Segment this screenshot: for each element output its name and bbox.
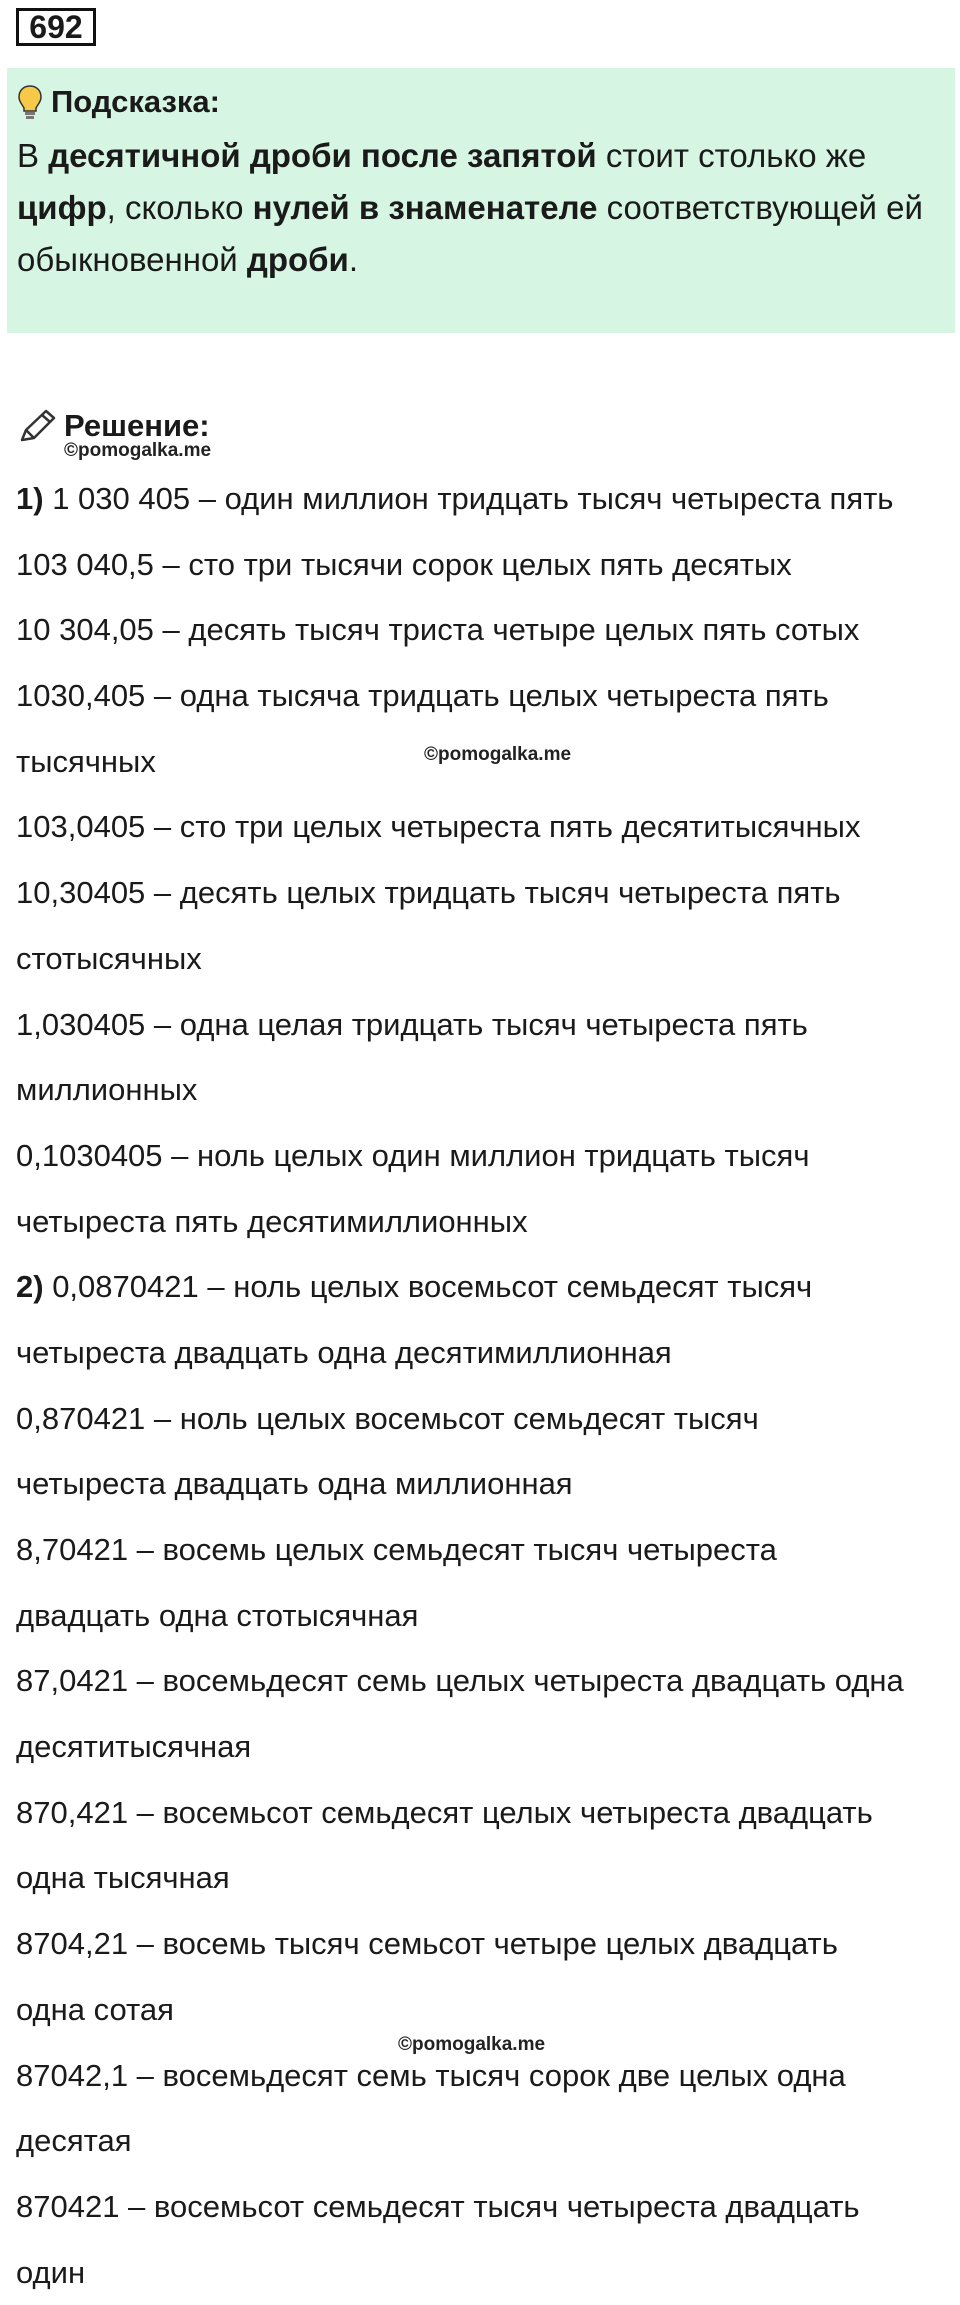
solution-line-text: 1,030405 – одна целая тридцать тысяч четыреста пять: [16, 1006, 808, 1042]
solution-line-text: четыреста пять десятимиллионных: [16, 1203, 528, 1239]
solution-line-text: двадцать одна стотысячная: [16, 1597, 419, 1633]
task-number: 692: [16, 8, 96, 46]
solution-line: [16, 2240, 946, 2305]
solution-line-text: четыреста двадцать одна десятимиллионная: [16, 1334, 672, 1370]
solution-line: [16, 1780, 946, 1846]
solution-line: [16, 597, 946, 663]
hint-box: [7, 68, 955, 333]
hint-header: [17, 80, 945, 124]
solution-line: [16, 1320, 946, 1386]
solution-line-text: 0,0870421 – ноль целых восемьсот семьдесят тысяч: [43, 1269, 813, 1305]
solution-line-text: 87042,1 – восемьдесят семь тысяч сорок две целых одна: [16, 2057, 846, 2093]
solution-line-text: 8,70421 – восемь целых семьдесят тысяч четыреста: [16, 1532, 777, 1567]
pencil-icon: [18, 408, 58, 444]
solution-line: [16, 2174, 946, 2240]
solution-line: [16, 1648, 946, 1714]
solution-title: Решение:: [64, 408, 210, 443]
solution-line-text: 10,30405 – десять целых тридцать тысяч четыреста пять: [16, 875, 841, 911]
watermark: ©pomogalka.me: [424, 744, 572, 765]
solution-line-text: четыреста двадцать одна миллионная: [16, 1466, 573, 1502]
hint-text: В десятичной дроби после запятой стоит столько же цифр, сколько нулей в знаменателе соответствующей ей обыкновенной дроби.: [17, 137, 923, 278]
hint-title: Подсказка:: [51, 84, 220, 119]
solution-line: [16, 1977, 946, 2043]
solution-line: [16, 1386, 946, 1452]
solution-line: [16, 466, 946, 532]
solution-line: [16, 2108, 946, 2174]
solution-line-text: 103 040,5 – сто три тысячи сорок целых пять десятых: [16, 546, 792, 582]
solution-line-text: 87,0421 – восемьдесят семь целых четыреста двадцать одна: [16, 1663, 904, 1699]
item-number: 2): [16, 1269, 44, 1305]
solution-line: [16, 1583, 946, 1649]
solution-line-text: одна сотая: [16, 1991, 174, 2027]
solution-line-text: 870,421 – восемьсот семьдесят целых четыреста двадцать: [16, 1794, 873, 1830]
solution-header: [18, 408, 210, 444]
solution-line-text: один: [16, 2254, 86, 2290]
solution-line-text: десятая: [16, 2123, 132, 2159]
solution-line: [16, 2043, 946, 2109]
solution-line-text: миллионных: [16, 1072, 198, 1108]
solution-line: [16, 729, 946, 795]
solution-line-text: десятитысячная: [16, 1729, 252, 1765]
solution-line-text: 8704,21 – восемь тысяч семьсот четыре целых двадцать: [16, 1926, 838, 1962]
solution-line: [16, 1254, 946, 1320]
solution-line: [16, 860, 946, 926]
solution-line-text: 870421 – восемьсот семьдесят тысяч четыреста двадцать: [16, 2188, 860, 2224]
solution-line: [16, 663, 946, 729]
solution-line: [16, 794, 946, 860]
solution-line-text: 10 304,05 – десять тысяч триста четыре целых пять сотых: [16, 612, 860, 648]
solution-line-text: стотысячных: [16, 940, 202, 976]
solution-line: [16, 1714, 946, 1780]
solution-line: [16, 1189, 946, 1255]
solution-line: [16, 992, 946, 1058]
solution-lines: [16, 466, 946, 2305]
solution-line-text: одна тысячная: [16, 1860, 230, 1896]
solution-line: [16, 1123, 946, 1189]
solution-line: [16, 1451, 946, 1517]
item-number: 1): [16, 481, 44, 516]
solution-line: [16, 532, 946, 598]
solution-line: [16, 1057, 946, 1123]
solution-line: [16, 1517, 946, 1583]
solution-line-text: 103,0405 – сто три целых четыреста пять десятитысячных: [16, 809, 861, 845]
solution-line-text: 1030,405 – одна тысяча тридцать целых четыреста пять: [16, 678, 829, 714]
solution-line: [16, 1911, 946, 1977]
solution-line-text: 0,870421 – ноль целых восемьсот семьдесят тысяч: [16, 1400, 759, 1436]
watermark: ©pomogalka.me: [64, 440, 212, 461]
watermark: ©pomogalka.me: [398, 2034, 546, 2055]
solution-line-text: 1 030 405 – один миллион тридцать тысяч четыреста пять: [43, 481, 894, 516]
lightbulb-icon: [17, 84, 43, 120]
solution-line: [16, 1845, 946, 1911]
solution-line-text: тысячных: [16, 743, 156, 779]
solution-line: [16, 926, 946, 992]
solution-line-text: 0,1030405 – ноль целых один миллион тридцать тысяч: [16, 1137, 810, 1173]
